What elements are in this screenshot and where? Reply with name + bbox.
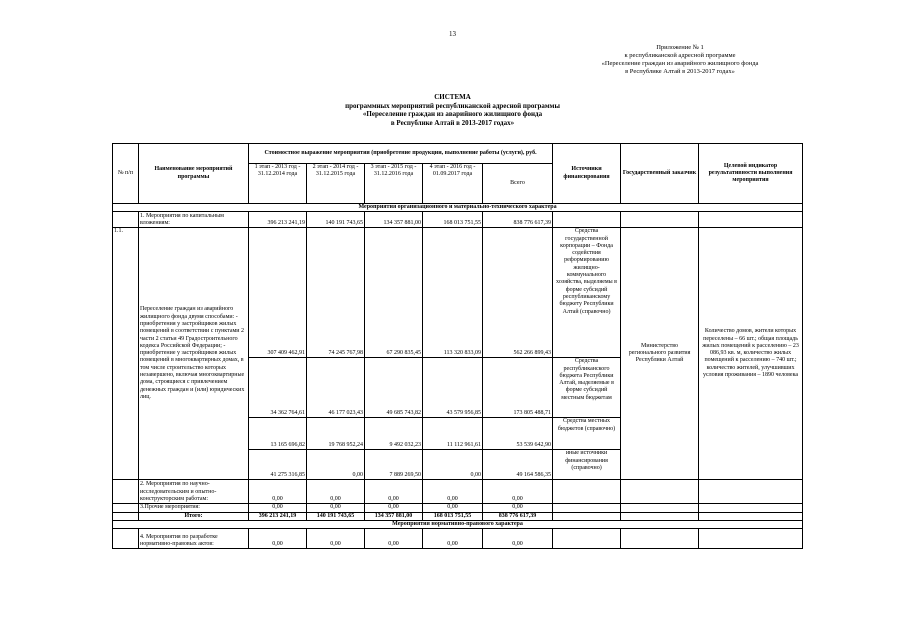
header-stage4: 4 этап - 2016 год - 01.09.2017 года <box>423 164 483 204</box>
row-value: 19 768 952,24 <box>307 418 365 450</box>
section-heading: Мероприятия нормативно-правового характера <box>113 520 803 528</box>
row-value: 0,00 <box>307 529 365 549</box>
row-total: 562 266 899,43 <box>483 228 553 358</box>
row-value: 134 357 881,00 <box>365 512 423 520</box>
appendix-line: «Переселение граждан из аварийного жилищного фонда <box>601 60 759 67</box>
header-customer: Государственный заказчик <box>621 144 699 204</box>
row-name: 2. Мероприятия по научно-исследовательским и опытно-конструкторским работам: <box>139 480 249 504</box>
row-value: 307 409 462,91 <box>249 228 307 358</box>
row-value: 0,00 <box>307 504 365 512</box>
row-value: 0,00 <box>365 504 423 512</box>
appendix-line: в Республике Алтай в 2013-2017 годах» <box>625 68 735 75</box>
appendix-line: к республиканской адресной программе <box>624 52 736 59</box>
row-value: 49 685 743,82 <box>365 358 423 418</box>
row-value: 0,00 <box>365 529 423 549</box>
row-num: 1.1. <box>113 228 139 480</box>
table-row <box>113 228 803 358</box>
header-stage3: 3 этап - 2015 год - 31.12.2016 года <box>365 164 423 204</box>
row-total: 838 776 617,39 <box>483 212 553 228</box>
row-value: 46 177 023,43 <box>307 358 365 418</box>
row-value: 134 357 881,00 <box>365 212 423 228</box>
row-value: 74 245 767,98 <box>307 228 365 358</box>
row-value: 0,00 <box>249 480 307 504</box>
page-number: 13 <box>449 30 456 38</box>
row-total: 0,00 <box>483 529 553 549</box>
title-line: «Переселение граждан из аварийного жилищного фонда <box>362 110 543 118</box>
program-measures-table <box>112 143 803 549</box>
row-name: Переселение граждан из аварийного жилищного фонда двумя способами: - приобретения у застройщиков жилых помещений в соответствии с пунктами 2 части 2 статьи 49 Градостроительного кодекса Российской Федерации; - приобретение у застройщиков жилых помещений в многоквартирных домах, в том числе строительство которых незавершено, включая многоквартирные дома, строящиеся с привлечением денежных граждан и (или) юридических лиц. <box>139 228 249 480</box>
row-value: 67 290 835,45 <box>365 228 423 358</box>
row-total: 0,00 <box>483 480 553 504</box>
row-value: 396 213 241,19 <box>249 212 307 228</box>
row-value: 0,00 <box>423 529 483 549</box>
row-source: иные источники финансирования (справочно) <box>553 450 621 480</box>
row-name: 1. Мероприятия по капитальным вложениям: <box>139 212 249 228</box>
header-num: № п/п <box>113 144 139 204</box>
row-value: 396 213 241,19 <box>249 512 307 520</box>
row-value: 140 191 743,65 <box>307 212 365 228</box>
row-customer: Министерство регионального развития Республики Алтай <box>621 228 699 480</box>
header-cost-group: Стоимостное выражение мероприятия (приобретение продукции, выполнение работы (услуги), руб. <box>249 144 553 164</box>
row-value: 11 112 961,61 <box>423 418 483 450</box>
row-value: 0,00 <box>423 480 483 504</box>
row-total: 53 539 642,90 <box>483 418 553 450</box>
row-value: 9 492 032,23 <box>365 418 423 450</box>
row-value: 41 275 316,85 <box>249 450 307 480</box>
row-name: Итого: <box>139 512 249 520</box>
header-sources: Источники финансирования <box>553 144 621 204</box>
row-value: 0,00 <box>249 529 307 549</box>
row-value: 0,00 <box>423 450 483 480</box>
row-indicator: Количество домов, жители которых переселены – 66 шт.; общая площадь жилых помещений к расселению – 23 086,93 кв. м, количество жилых помещений к расселению – 740 шт.; количество жителей, улучшивших условия проживания – 1890 человека <box>699 228 803 480</box>
table-row <box>113 504 803 512</box>
row-value: 168 013 751,55 <box>423 212 483 228</box>
header-total: Всего <box>483 164 553 204</box>
header-name: Наименование мероприятий программы <box>139 144 249 204</box>
row-value: 0,00 <box>423 504 483 512</box>
header-indicator: Целевой индикатор результативности выполнения мероприятия <box>699 144 803 204</box>
row-value: 168 013 751,55 <box>423 512 483 520</box>
title-line: программных мероприятий республиканской адресной программы <box>345 101 560 110</box>
row-source: Средства государственной корпорации – Фонда содействия реформированию жилищно-коммунального хозяйства, выделяемы в форме субсидий республиканскому бюджету Республики Алтай (справочно) <box>553 228 621 358</box>
row-value: 140 191 743,65 <box>307 512 365 520</box>
row-value: 13 165 696,82 <box>249 418 307 450</box>
row-value: 0,00 <box>307 480 365 504</box>
row-source: Средства республиканского бюджета Республики Алтай, выделяемые в форме субсидий местным бюджетам <box>553 358 621 418</box>
row-total: 0,00 <box>483 504 553 512</box>
row-value: 0,00 <box>365 480 423 504</box>
table-row-total <box>113 512 803 520</box>
header-stage1: 1 этап - 2013 год - 31.12.2014 года <box>249 164 307 204</box>
document-title <box>0 93 905 127</box>
row-total: 838 776 617,39 <box>483 512 553 520</box>
row-total: 49 164 586,35 <box>483 450 553 480</box>
row-value: 43 579 956,85 <box>423 358 483 418</box>
table-row <box>113 480 803 504</box>
section-heading: Мероприятия организационного и материально-технического характера <box>113 204 803 212</box>
row-name: 4. Мероприятия по разработке нормативно-правовых актов: <box>139 529 249 549</box>
row-value: 113 320 833,09 <box>423 228 483 358</box>
table-row <box>113 529 803 549</box>
row-source: Средства местных бюджетов (справочно) <box>553 418 621 450</box>
title-line: СИСТЕМА <box>434 93 471 101</box>
appendix-note <box>560 44 800 76</box>
table-row <box>113 212 803 228</box>
row-value: 0,00 <box>307 450 365 480</box>
title-line: в Республике Алтай в 2013-2017 годах» <box>390 118 515 127</box>
row-name: 3.Прочие мероприятия: <box>139 504 249 512</box>
row-value: 7 889 269,50 <box>365 450 423 480</box>
row-value: 0,00 <box>249 504 307 512</box>
appendix-line: Приложение № 1 <box>656 44 704 51</box>
row-value: 34 362 764,61 <box>249 358 307 418</box>
header-stage2: 2 этап - 2014 год - 31.12.2015 года <box>307 164 365 204</box>
row-total: 173 805 488,71 <box>483 358 553 418</box>
